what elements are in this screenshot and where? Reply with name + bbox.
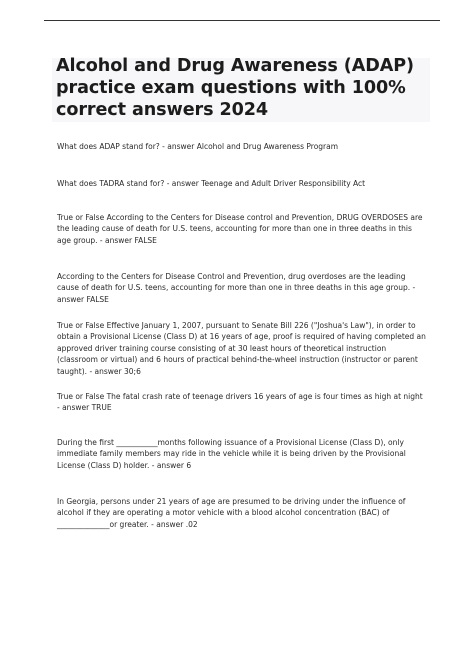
document-title: Alcohol and Drug Awareness (ADAP) practice exam questions with 100% correct answers 2024 bbox=[56, 56, 414, 120]
qa-entry-5: True or False Effective January 1, 2007, pursuant to Senate Bill 226 ("Joshua's Law"), in order to obtain a Provisional License (Class D) at 16 years of age, proof is required of having completed an approved driver training course consisting of at 30 least hours of theoretical instruction (classroom or virtual) and 6 hours of practical behind-the-wheel instruction (instructor or parent taught). - answer 30;6 bbox=[57, 321, 426, 376]
qa-entry-6: True or False The fatal crash rate of teenage drivers 16 years of age is four times as high at night - answer TRUE bbox=[57, 392, 423, 413]
qa-entry-1: What does ADAP stand for? - answer Alcohol and Drug Awareness Program bbox=[57, 142, 339, 151]
qa-entry-7: During the first ___________months following issuance of a Provisional License (Class D), only immediate family members may ride in the vehicle while it is being driven by the Provisional License (Class D) holder. - answer 6 bbox=[57, 438, 406, 470]
top-divider bbox=[44, 20, 440, 21]
qa-entry-4: According to the Centers for Disease Control and Prevention, drug overdoses are the leading cause of death for U.S. teens, accounting for more than one in three deaths in this age group. - answer FALSE bbox=[57, 272, 416, 304]
qa-entry-3: True or False According to the Centers for Disease control and Prevention, DRUG OVERDOSES are the leading cause of death for U.S. teens, accounting for more than one in three deaths in this age group. - answer FALSE bbox=[57, 213, 423, 245]
qa-entry-8: In Georgia, persons under 21 years of age are presumed to be driving under the influence of alcohol if they are operating a motor vehicle with a blood alcohol concentration (BAC) of ______________or greater. - answer .02 bbox=[57, 497, 406, 529]
qa-entry-2: What does TADRA stand for? - answer Teenage and Adult Driver Responsibility Act bbox=[57, 179, 366, 188]
